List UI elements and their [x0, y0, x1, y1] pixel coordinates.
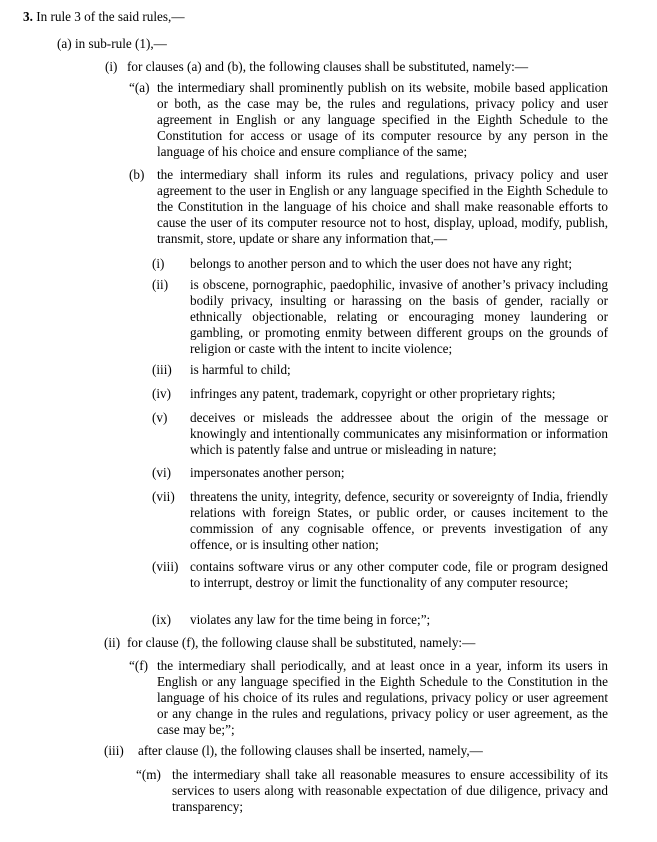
item-i-label: (i) [105, 59, 118, 74]
list-item-label: (iii) [152, 362, 172, 377]
sub-rule-a [57, 36, 167, 52]
item-i-intro: for clauses (a) and (b), the following clauses shall be substituted, namely:— [127, 59, 529, 74]
section-heading [23, 9, 185, 25]
clause-b-label: (b) [129, 167, 145, 182]
list-item-text: violates any law for the time being in force;”; [190, 612, 431, 627]
list-item-text: impersonates another person; [190, 465, 345, 480]
list-item-text: deceives or misleads the addressee about the origin of the message or knowingly and intentionally communicates any misinformation or information which is patently false and untrue or misleading in nature; [190, 410, 608, 457]
section-number: 3. [23, 9, 33, 24]
list-item-label: (vii) [152, 489, 175, 504]
list-item-label: (i) [152, 256, 165, 271]
list-item-label: (iv) [152, 386, 172, 401]
item-ii-intro: for clause (f), the following clause shall be substituted, namely:— [127, 635, 476, 650]
list-item-label: (v) [152, 410, 168, 425]
list-item-text: threatens the unity, integrity, defence, security or sovereignty of India, friendly relations with foreign States, or public order, or causes incitement to the commission of any cognisable offence, or prevents investigation of any offence, or is insulting other nation; [190, 489, 608, 552]
list-item-label: (ii) [152, 277, 169, 292]
list-item-text: infringes any patent, trademark, copyright or other proprietary rights; [190, 386, 556, 401]
list-item-label: (viii) [152, 559, 179, 574]
sub-rule-a-text: in sub-rule (1),— [74, 36, 167, 51]
list-item-text: belongs to another person and to which the user does not have any right; [190, 256, 572, 271]
clause-m-label: “(m) [136, 767, 161, 782]
item-ii-label: (ii) [104, 635, 121, 650]
clause-f-text: the intermediary shall periodically, and at least once in a year, inform its users in English or any language specified in the Eighth Schedule to the Constitution in the language of his choice of its rules and regulations, privacy policy or user agreement or any change in the rules and regulations, privacy policy or user agreement, as the case may be;”; [157, 658, 608, 737]
item-iii-label: (iii) [104, 743, 124, 758]
list-item-text: is obscene, pornographic, paedophilic, invasive of another’s privacy including bodily privacy, insulting or harassing on the basis of gender, racially or ethnically objectionable, relating or encouraging money laundering or gambling, or promoting enmity between different groups on the grounds of religion or caste with the intent to incite violence; [190, 277, 608, 356]
list-item-text: is harmful to child; [190, 362, 291, 377]
section-heading-text: In rule 3 of the said rules,— [36, 9, 185, 24]
clause-m-text: the intermediary shall take all reasonable measures to ensure accessibility of its services to users along with reasonable expectation of due diligence, privacy and transparency; [172, 767, 608, 814]
clause-f-label: “(f) [129, 658, 149, 673]
clause-b-text: the intermediary shall inform its rules and regulations, privacy policy and user agreement to the user in English or any language specified in the Eighth Schedule to the Constitution in the language of his choice and shall make reasonable efforts to cause the user of its computer resource not to host, display, upload, modify, publish, transmit, store, update or share any information that,— [157, 167, 608, 246]
clause-a-text: the intermediary shall prominently publish on its website, mobile based application or both, as the case may be, the rules and regulations, privacy policy and user agreement in English or any language specified in the Eighth Schedule to the Constitution for access or usage of its computer resource by any person in the language of his choice and ensure compliance of the same; [157, 80, 608, 159]
sub-rule-a-label: (a) [57, 36, 72, 51]
list-item-label: (vi) [152, 465, 172, 480]
list-item-text: contains software virus or any other computer code, file or program designed to interrupt, destroy or limit the functionality of any computer resource; [190, 559, 608, 590]
clause-a-label: “(a) [129, 80, 150, 95]
list-item-label: (ix) [152, 612, 172, 627]
item-iii-intro: after clause (l), the following clauses shall be inserted, namely,— [138, 743, 483, 758]
